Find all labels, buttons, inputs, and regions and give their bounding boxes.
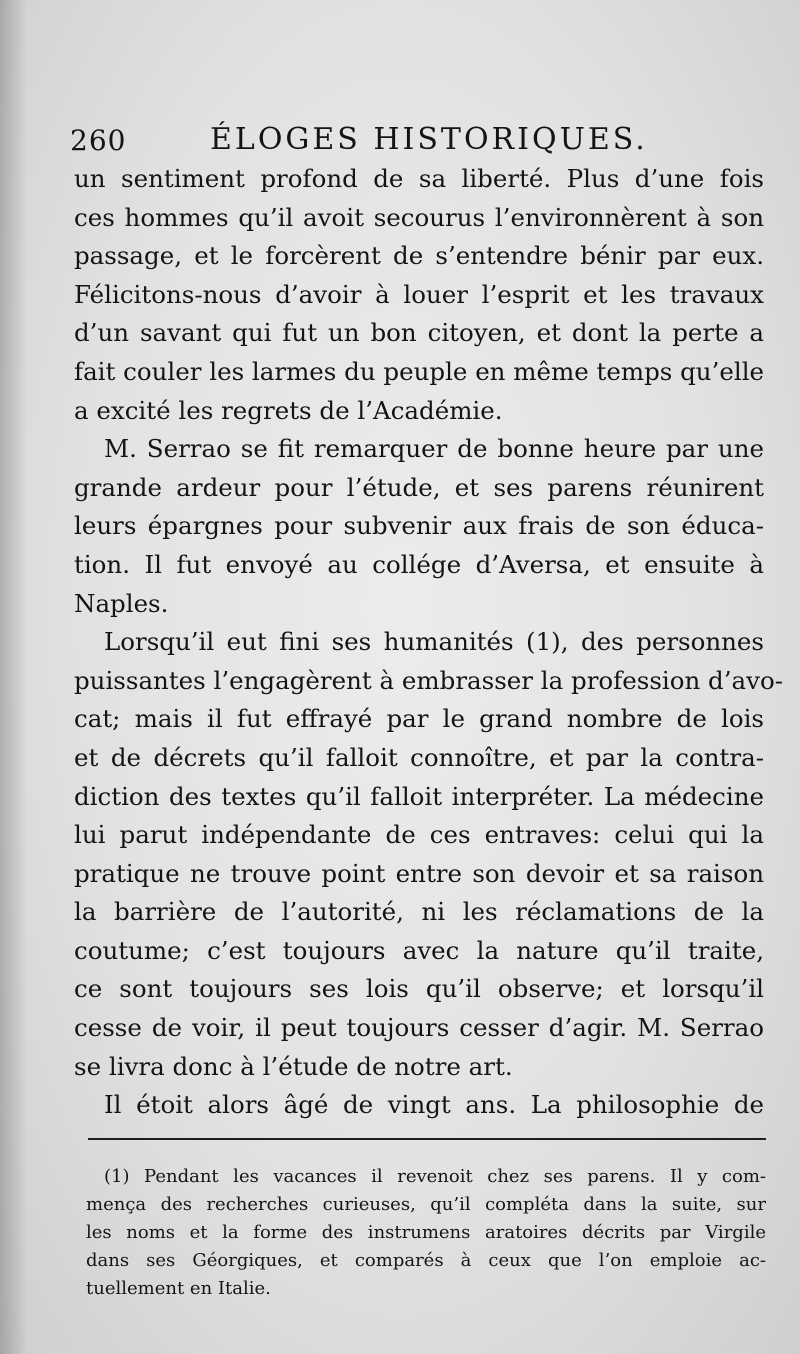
spine-shadow — [0, 0, 28, 1354]
footnote-line: (1) Pendant les vacances il revenoit chez ses parens. Il y com- — [104, 1166, 766, 1187]
text-line: ce sont toujours ses lois qu’il observe; et lorsqu’il — [74, 974, 764, 1004]
footnote-rule — [88, 1138, 766, 1140]
text-line: lui parut indépendante de ces entraves: celui qui la — [74, 820, 764, 850]
footnote — [86, 1163, 766, 1303]
footnote-line: les noms et la forme des instrumens aratoires décrits par Virgile — [86, 1222, 766, 1243]
footnote-line: dans ses Géorgiques, et comparés à ceux que l’on emploie ac- — [86, 1250, 766, 1271]
running-head: ÉLOGES HISTORIQUES. — [210, 122, 648, 157]
text-line: M. Serrao se fit remarquer de bonne heure par une — [104, 434, 764, 464]
footnote-line: tuellement en Italie. — [86, 1278, 271, 1299]
text-line: puissantes l’engagèrent à embrasser la profession d’avo- — [74, 665, 783, 695]
footnote-line: mença des recherches curieuses, qu’il compléta dans la suite, sur — [86, 1194, 766, 1215]
page-header — [70, 118, 760, 158]
text-line: Naples. — [74, 588, 169, 618]
text-line: Lorsqu’il eut fini ses humanités (1), des personnes — [104, 627, 764, 657]
text-line: et de décrets qu’il falloit connoître, et par la contra- — [74, 742, 764, 772]
text-line: Il étoit alors âgé de vingt ans. La philosophie de — [104, 1090, 764, 1120]
text-line: la barrière de l’autorité, ni les réclamations de la — [74, 897, 764, 927]
text-line: passage, et le forcèrent de s’entendre bénir par eux. — [74, 241, 764, 271]
text-line: cesse de voir, il peut toujours cesser d’agir. M. Serrao — [74, 1013, 764, 1043]
page-number: 260 — [70, 124, 127, 157]
text-line: fait couler les larmes du peuple en même temps qu’elle — [74, 356, 765, 386]
text-line: coutume; c’est toujours avec la nature qu’il traite, — [74, 935, 764, 965]
text-line: cat; mais il fut effrayé par le grand nombre de lois — [74, 704, 764, 734]
text-line: a excité les regrets de l’Académie. — [74, 395, 503, 425]
text-line: ces hommes qu’il avoit secourus l’environnèrent à son — [74, 202, 764, 232]
body-text — [74, 160, 783, 1125]
text-line: d’un savant qui fut un bon citoyen, et dont la perte a — [74, 318, 764, 348]
text-line: Félicitons-nous d’avoir à louer l’esprit et les travaux — [74, 279, 764, 309]
text-line: diction des textes qu’il falloit interpréter. La médecine — [74, 781, 764, 811]
text-line: pratique ne trouve point entre son devoir et sa raison — [74, 858, 764, 888]
text-line: tion. Il fut envoyé au collége d’Aversa, et ensuite à — [74, 549, 764, 579]
text-line: leurs épargnes pour subvenir aux frais de son éduca- — [74, 511, 764, 541]
text-line: se livra donc à l’étude de notre art. — [74, 1051, 513, 1081]
text-line: grande ardeur pour l’étude, et ses parens réunirent — [74, 472, 764, 502]
text-line: un sentiment profond de sa liberté. Plus d’une fois — [74, 164, 764, 193]
